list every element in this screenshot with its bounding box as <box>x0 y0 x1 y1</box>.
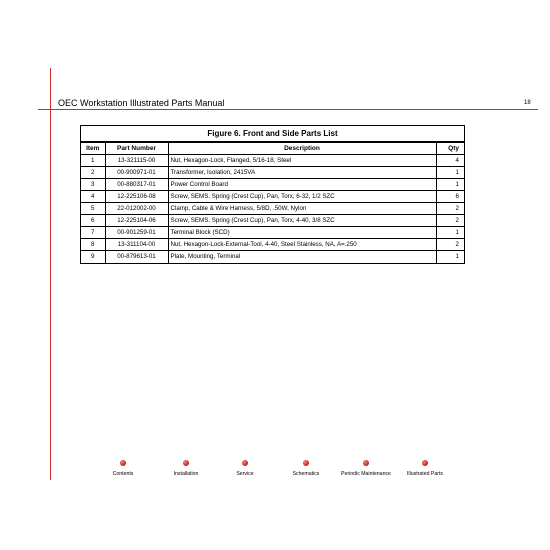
cell-item: 3 <box>81 179 105 191</box>
cell-part-number: 12-225106-08 <box>105 191 168 203</box>
table-row <box>81 179 464 191</box>
table-row <box>81 167 464 179</box>
table-row <box>81 239 464 251</box>
cell-part-number: 22-012002-00 <box>105 203 168 215</box>
cell-qty: 6 <box>436 191 464 203</box>
nav-link-illustrated-parts[interactable] <box>385 460 465 477</box>
nav-link-label: Illustrated Parts <box>406 471 444 477</box>
table-row <box>81 155 464 167</box>
cell-description: Terminal Block (SCD) <box>168 227 436 239</box>
nav-link-label: Installation <box>173 471 199 477</box>
cell-part-number: 13-321115-00 <box>105 155 168 167</box>
left-margin-rule <box>50 68 51 480</box>
cell-qty: 1 <box>436 227 464 239</box>
header-part-number: Part Number <box>105 143 168 155</box>
cell-description: Screw, SEMS, Spring (Crest Cup), Pan, Torx, 6-32, 1/2 SZC <box>168 191 436 203</box>
page-number: 18 <box>524 100 531 106</box>
cell-item: 2 <box>81 167 105 179</box>
footer-navigation <box>98 460 468 484</box>
nav-bullet-icon <box>303 460 309 466</box>
header-qty: Qty <box>436 143 464 155</box>
cell-item: 9 <box>81 251 105 263</box>
cell-item: 4 <box>81 191 105 203</box>
cell-qty: 2 <box>436 203 464 215</box>
cell-item: 7 <box>81 227 105 239</box>
cell-part-number: 00-879613-01 <box>105 251 168 263</box>
cell-item: 8 <box>81 239 105 251</box>
nav-link-label: Periodic Maintenance <box>341 471 391 477</box>
table-header-row <box>81 143 464 155</box>
cell-description: Nut, Hexagon-Lock-External-Tool, 4-40, Steel Stainless, NA, A=.250 <box>168 239 436 251</box>
cell-qty: 1 <box>436 179 464 191</box>
table-row <box>81 251 464 263</box>
table-caption: Figure 6. Front and Side Parts List <box>81 126 464 142</box>
parts-table <box>81 142 464 263</box>
document-title: OEC Workstation Illustrated Parts Manual <box>58 98 225 108</box>
cell-item: 5 <box>81 203 105 215</box>
cell-description: Power Control Board <box>168 179 436 191</box>
cell-part-number: 00-880317-01 <box>105 179 168 191</box>
cell-qty: 1 <box>436 167 464 179</box>
nav-link-label: Contents <box>112 471 134 477</box>
cell-part-number: 12-225104-06 <box>105 215 168 227</box>
cell-description: Screw, SEMS, Spring (Crest Cup), Pan, Torx, 4-40, 3/8 SZC <box>168 215 436 227</box>
cell-qty: 2 <box>436 239 464 251</box>
cell-part-number: 00-901259-01 <box>105 227 168 239</box>
nav-bullet-icon <box>183 460 189 466</box>
header-item: Item <box>81 143 105 155</box>
nav-bullet-icon <box>120 460 126 466</box>
cell-qty: 4 <box>436 155 464 167</box>
cell-description: Clamp, Cable & Wire Harness, 5/8D, .50W, Nylon <box>168 203 436 215</box>
table-row <box>81 227 464 239</box>
cell-item: 6 <box>81 215 105 227</box>
cell-description: Plate, Mounting, Terminal <box>168 251 436 263</box>
cell-item: 1 <box>81 155 105 167</box>
nav-link-label: Schematics <box>292 471 320 477</box>
nav-bullet-icon <box>242 460 248 466</box>
nav-bullet-icon <box>422 460 428 466</box>
cell-description: Transformer, Isolation, 2415VA <box>168 167 436 179</box>
table-row <box>81 191 464 203</box>
nav-link-label: Service <box>236 471 254 477</box>
cell-description: Nut, Hexagon-Lock, Flanged, 5/16-18, Steel <box>168 155 436 167</box>
cell-qty: 2 <box>436 215 464 227</box>
parts-list-table <box>80 125 465 264</box>
cell-part-number: 13-311104-00 <box>105 239 168 251</box>
parts-table-body <box>81 155 464 263</box>
cell-qty: 1 <box>436 251 464 263</box>
nav-bullet-icon <box>363 460 369 466</box>
header-rule <box>38 109 538 110</box>
header-description: Description <box>168 143 436 155</box>
table-row <box>81 215 464 227</box>
cell-part-number: 00-900971-01 <box>105 167 168 179</box>
table-row <box>81 203 464 215</box>
